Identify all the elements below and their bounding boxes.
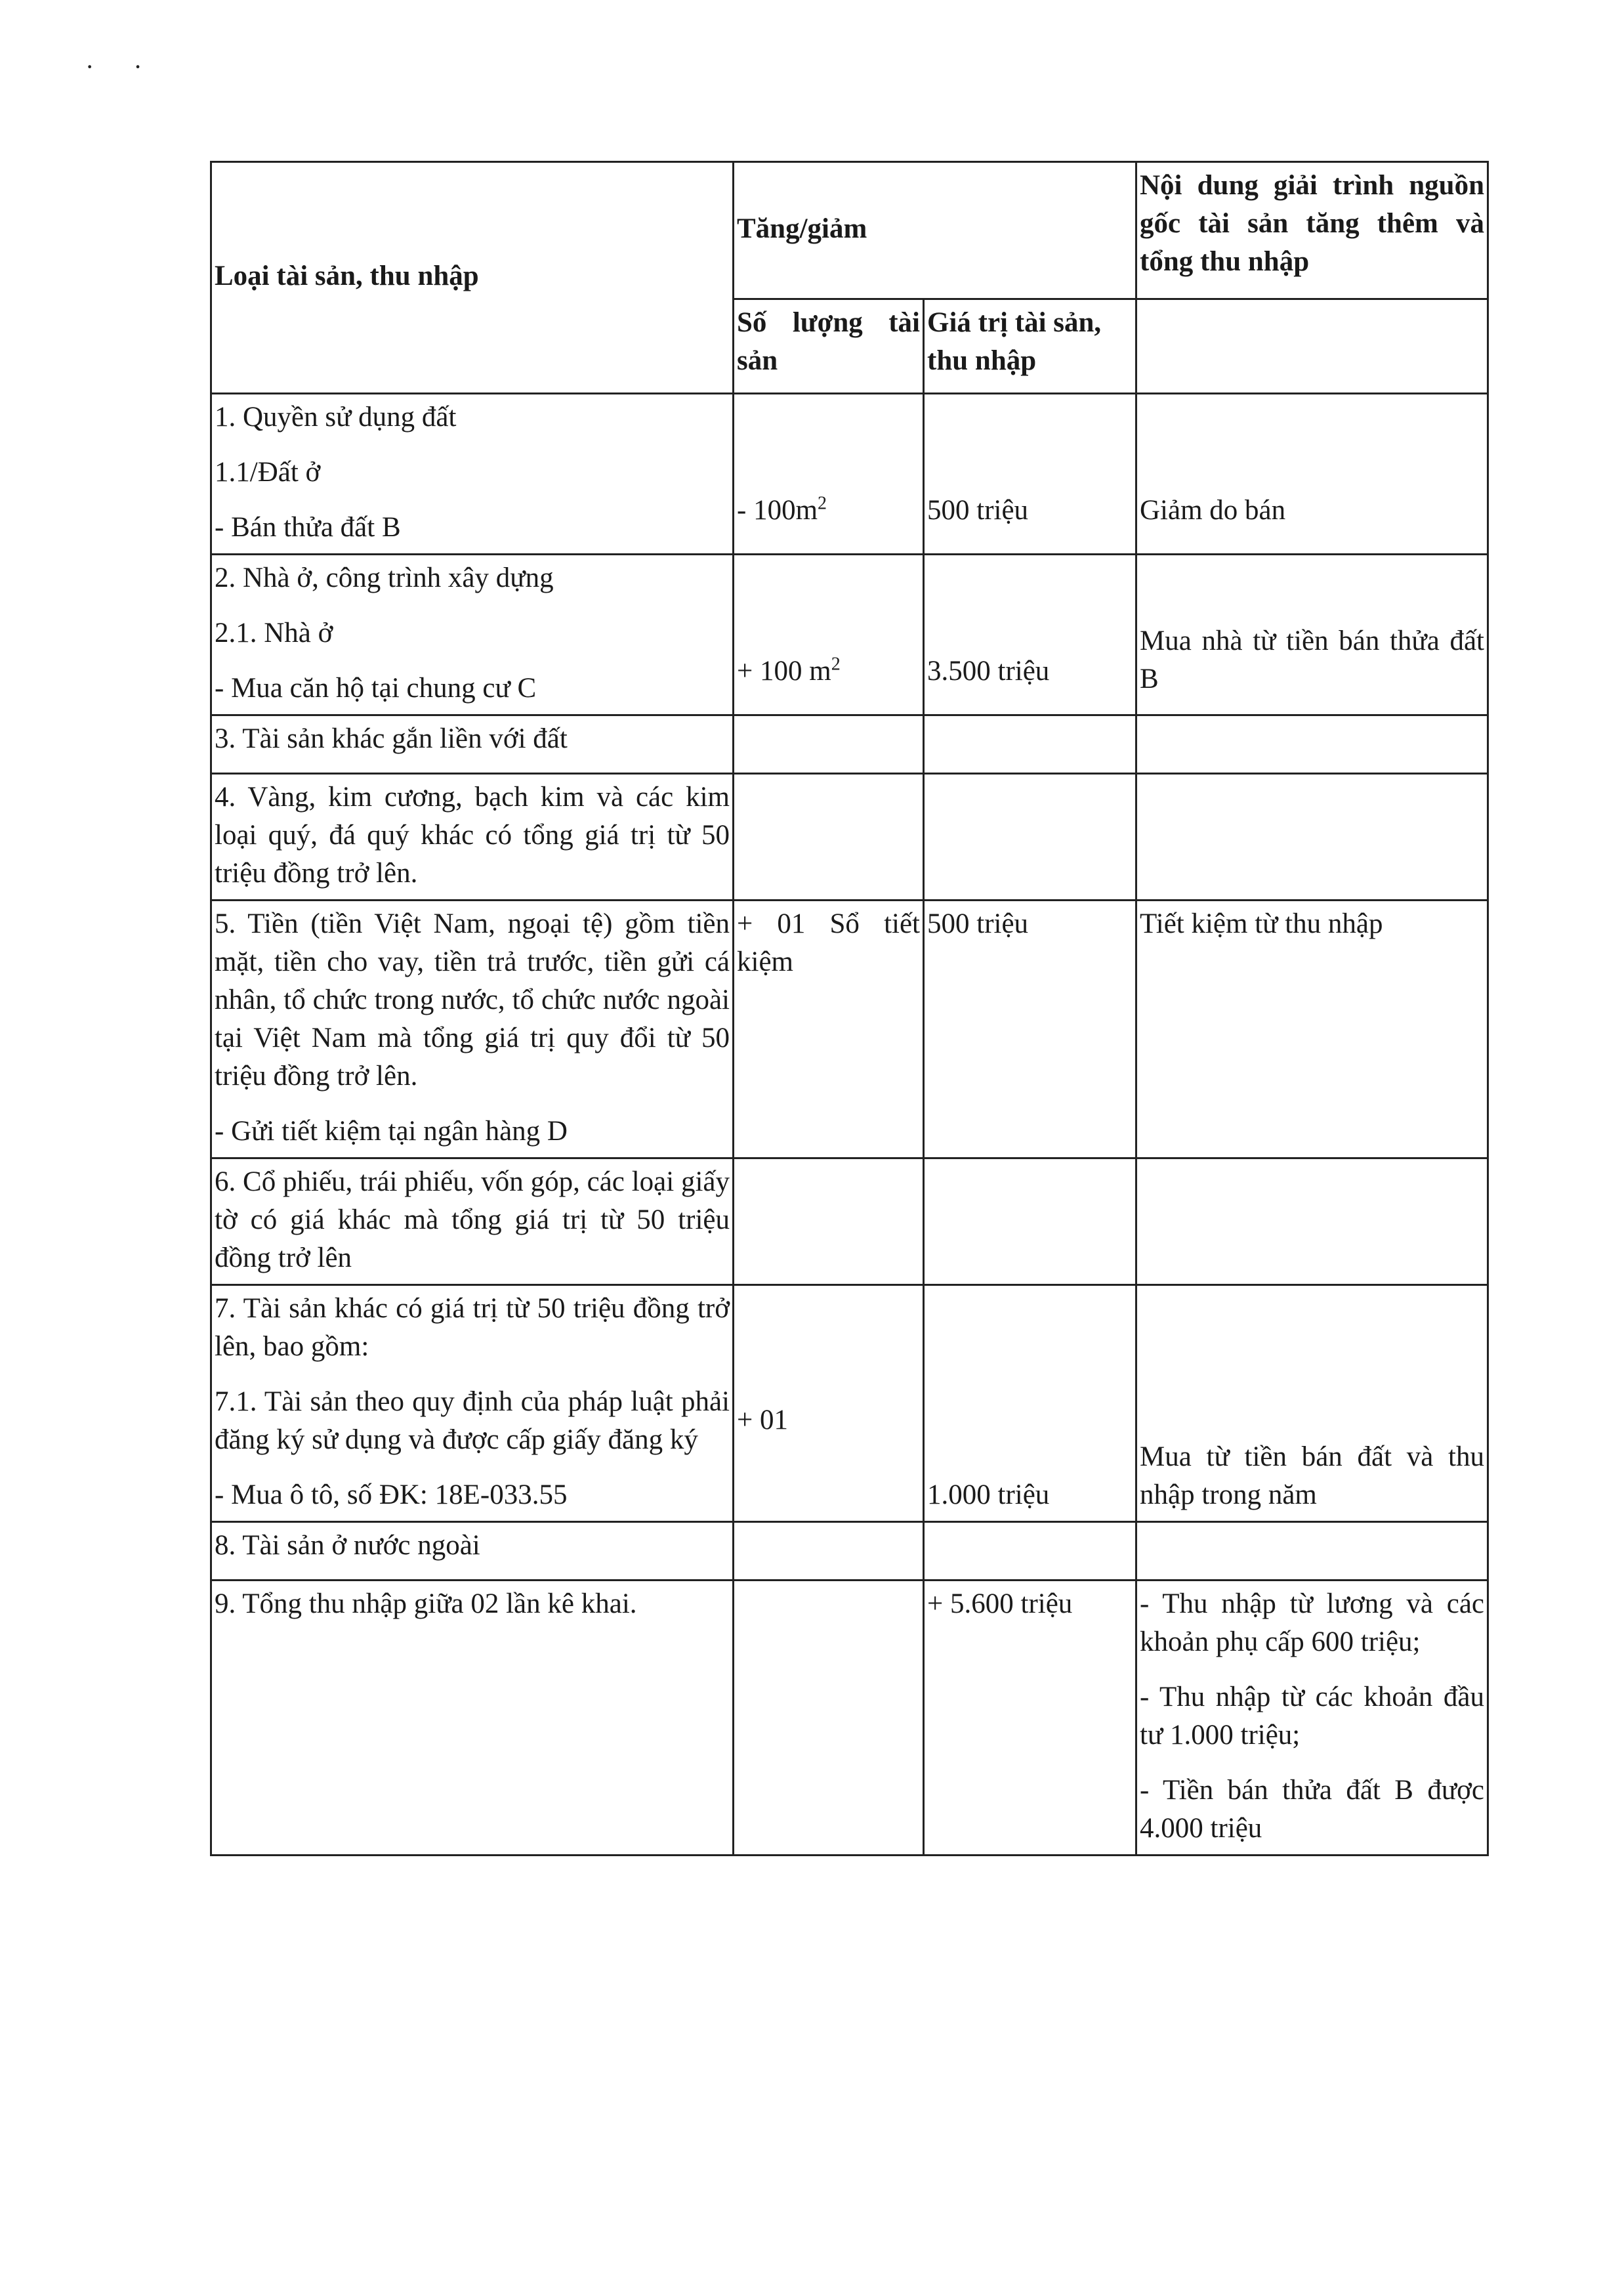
note-cell: Tiết kiệm từ thu nhập	[1136, 901, 1488, 1158]
header-empty-cell	[1136, 299, 1488, 394]
table-row	[211, 394, 1488, 555]
value-cell: + 5.600 triệu	[924, 1581, 1136, 1856]
value-cell	[924, 1158, 1136, 1285]
table-row	[211, 1285, 1488, 1522]
quantity-cell	[734, 774, 924, 901]
quantity-cell	[734, 715, 924, 774]
value-cell: 1.000 triệu	[924, 1285, 1136, 1522]
header-explanation: Nội dung giải trình nguồn gốc tài sản tăng thêm và tổng thu nhập	[1136, 162, 1488, 299]
value-cell	[924, 715, 1136, 774]
scan-marks: ··	[85, 52, 182, 81]
asset-change-table	[210, 161, 1489, 1856]
table-row	[211, 715, 1488, 774]
asset-cell: 8. Tài sản ở nước ngoài	[211, 1522, 734, 1581]
header-row	[211, 162, 1488, 299]
value-cell	[924, 774, 1136, 901]
quantity-cell	[734, 1581, 924, 1856]
value-cell	[924, 1522, 1136, 1581]
note-cell	[1136, 715, 1488, 774]
asset-cell: 3. Tài sản khác gắn liền với đất	[211, 715, 734, 774]
table-row	[211, 774, 1488, 901]
header-quantity: Số lượng tài sản	[734, 299, 924, 394]
table-row	[211, 901, 1488, 1158]
note-cell	[1136, 774, 1488, 901]
table-row	[211, 555, 1488, 715]
quantity-cell: + 01	[734, 1285, 924, 1522]
note-cell	[1136, 1158, 1488, 1285]
note-cell: Giảm do bán	[1136, 394, 1488, 555]
quantity-cell: - $100m^2$	[734, 394, 924, 555]
value-cell: 500 triệu	[924, 394, 1136, 555]
header-value: Giá trị tài sản, thu nhập	[924, 299, 1136, 394]
asset-cell: 6. Cổ phiếu, trái phiếu, vốn góp, các loại giấy tờ có giá khác mà tổng giá trị từ 50 triệu đồng trở lên	[211, 1158, 734, 1285]
asset-cell: 2. Nhà ở, công trình xây dựng 2.1. Nhà ở - Mua căn hộ tại chung cư C	[211, 555, 734, 715]
note-cell	[1136, 1522, 1488, 1581]
asset-cell: 1. Quyền sử dụng đất 1.1/Đất ở - Bán thửa đất B	[211, 394, 734, 555]
value-cell: 500 triệu	[924, 901, 1136, 1158]
asset-declaration-sheet	[210, 161, 1487, 1856]
table-row	[211, 1581, 1488, 1856]
asset-cell: 7. Tài sản khác có giá trị từ 50 triệu đồng trở lên, bao gồm: 7.1. Tài sản theo quy định của pháp luật phải đăng ký sử dụng và được cấp giấy đăng ký - Mua ô tô, số ĐK: 18E-033.55	[211, 1285, 734, 1522]
quantity-cell: + 01 Sổ tiết kiệm	[734, 901, 924, 1158]
note-cell: - Thu nhập từ lương và các khoản phụ cấp 600 triệu; - Thu nhập từ các khoản đầu tư 1.000 triệu; - Tiền bán thửa đất B được 4.000 triệu	[1136, 1581, 1488, 1856]
asset-cell: 4. Vàng, kim cương, bạch kim và các kim loại quý, đá quý khác có tổng giá trị từ 50 triệu đồng trở lên.	[211, 774, 734, 901]
table-row	[211, 1522, 1488, 1581]
quantity-cell	[734, 1522, 924, 1581]
header-change: Tăng/giảm	[734, 162, 1136, 299]
table-row	[211, 1158, 1488, 1285]
quantity-cell	[734, 1158, 924, 1285]
header-asset-type: Loại tài sản, thu nhập	[211, 162, 734, 394]
asset-cell: 9. Tổng thu nhập giữa 02 lần kê khai.	[211, 1581, 734, 1856]
note-cell: Mua từ tiền bán đất và thu nhập trong năm	[1136, 1285, 1488, 1522]
quantity-cell: + 100 $m^2$	[734, 555, 924, 715]
note-cell: Mua nhà từ tiền bán thửa đất B	[1136, 555, 1488, 715]
asset-cell: 5. Tiền (tiền Việt Nam, ngoại tệ) gồm tiền mặt, tiền cho vay, tiền trả trước, tiền gửi cá nhân, tổ chức trong nước, tổ chức nước ngoài tại Việt Nam mà tổng giá trị quy đổi từ 50 triệu đồng trở lên. - Gửi tiết kiệm tại ngân hàng D	[211, 901, 734, 1158]
value-cell: 3.500 triệu	[924, 555, 1136, 715]
